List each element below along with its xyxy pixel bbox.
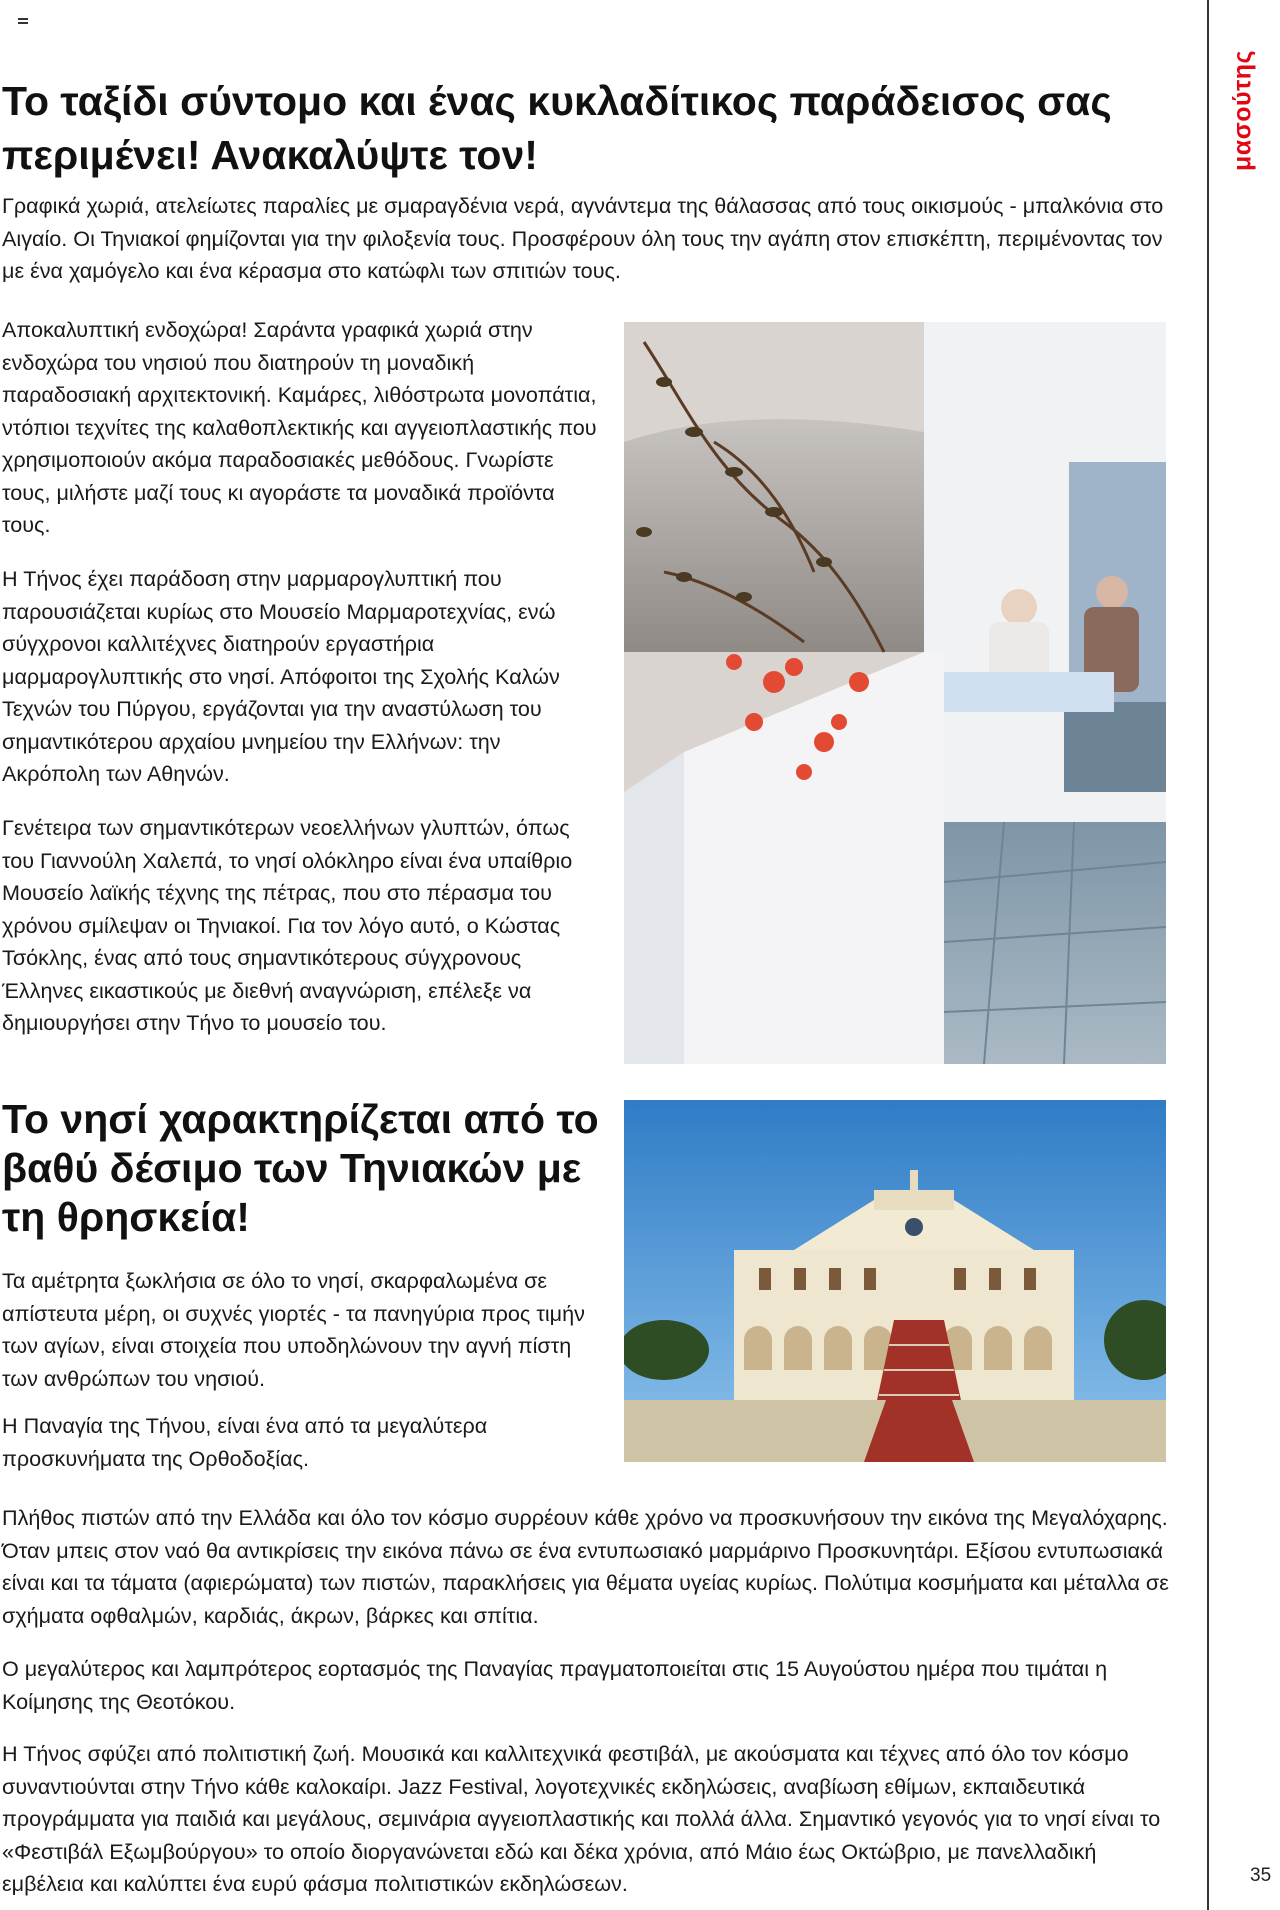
church-photo <box>624 1100 1166 1462</box>
paragraph-chapels: Τα αμέτρητα ξωκλήσια σε όλο το νησί, σκαρφαλωμένα σε απίστευτα μέρη, οι συχνές γιορτές - τα πανηγύρια προς τιμήν των αγίων, είναι στοιχεία που υποδηλώνουν την αγνή πίστη των ανθρώπων του νησιού. <box>2 1268 585 1391</box>
page-divider <box>1207 0 1209 1910</box>
paragraph-marble: Η Τήνος έχει παράδοση στην μαρμαρογλυπτική που παρουσιάζεται κυρίως στο Μουσείο Μαρμαροτεχνίας, ενώ σύγχρονοι καλλιτέχνες διατηρούν εργαστήρια μαρμαρογλυπτικής στο νησί. Απόφοιτοι της Σχολής Καλών Τεχνών του Πύργου, εργάζονται για την αναστύλωση του σημαντικότερου αρχαίου μνημείου την Ελλήνων: την Ακρόπολη των Αθηνών. <box>2 566 560 786</box>
paragraph-sculptors: Γενέτειρα των σημαντικότερων νεοελλήνων γλυπτών, όπως του Γιαννούλη Χαλεπά, το νησί ολόκληρο είναι ένα υπαίθριο Μουσείο λαϊκής τέχνης της πέτρας, που στο πέρασμα του χρόνου σμίλεψαν οι Τηνιακοί. Για τον λόγο αυτό, ο Κώστας Τσόκλης, ένας από τους σημαντικότερους σύγχρονους Έλληνες εικαστικούς με διεθνή αναγνώριση, επέλεξε να δημιουργήσει στην Τήνο το μουσείο του. <box>2 815 573 1035</box>
paragraph-inland: Αποκαλυπτική ενδοχώρα! Σαράντα γραφικά χωριά στην ενδοχώρα του νησιού που διατηρούν τη μοναδική παραδοσιακή αρχιτεκτονική. Καμάρες, λιθόστρωτα μονοπάτια, ντόπιοι τεχνίτες της καλαθοπλεκτικής και αγγειοπλαστικής που χρησιμοποιούν ακόμα παραδοσιακές μεθόδους. Γνωρίστε τους, μιλήστε μαζί τους κι αγοράστε τα μοναδικά προϊόντα τους. <box>2 317 597 537</box>
intro-paragraph: Γραφικά χωριά, ατελείωτες παραλίες με σμαραγδένια νερά, αγνάντεμα της θάλασσας από τους οικισμούς - μπαλκόνια στο Αιγαίο. Οι Τηνιακοί φημίζονται για την φιλοξενία τους. Προσφέρουν όλη τους την αγάπη στον επισκέπτη, περιμένοντας τον με ένα χαμόγελο και ένα κέρασμα στο κατώφλι των σπιτιών τους. <box>2 193 1164 283</box>
paragraph-panagia: Η Παναγία της Τήνου, είναι ένα από τα μεγαλύτερα προσκυνήματα της Ορθοδοξίας. <box>2 1413 488 1471</box>
village-photo <box>624 322 1166 1064</box>
paragraph-culture: Η Τήνος σφύζει από πολιτιστική ζωή. Μουσικά και καλλιτεχνικά φεστιβάλ, με ακούσματα και τέχνες από όλο τον κόσμο συναντιούνται στην Τήνο κάθε καλοκαίρι. Jazz Festival, λογοτεχνικές εκδηλώσεις, αναβίωση εθίμων, εκπαιδευτικά προγράμματα για παιδιά και μεγάλους, σεμινάρια αγγειοπλαστικής και πολλά άλλα. Σημαντικό γεγονός για το νησί είναι το «Φεστιβάλ Εξωμβούργου» το οποίο διοργανώνεται εδώ και δέκα χρόνια, από Μάιο έως Οκτώβριο, με πανελλαδική εμβέλεια και καλύπτει ένα ευρύ φάσμα πολιτιστικών εκδηλώσεων. <box>2 1741 1161 1896</box>
section-title: Το νησί χαρακτηρίζεται από το βαθύ δέσιμο των Τηνιακών με τη θρησκεία! <box>2 1096 599 1240</box>
paragraph-pilgrims: Πλήθος πιστών από την Ελλάδα και όλο τον κόσμο συρρέουν κάθε χρόνο να προσκυνήσουν την εικόνα της Μεγαλόχαρης. Όταν μπεις στον ναό θα αντικρίσεις την εικόνα πάνω σε ένα εντυπωσιακό μαρμάρινο Προσκυνητάρι. Εξίσου εντυπωσιακά είναι και τα τάματα (αφιερώματα) των πιστών, παρακλήσεις για θέματα υγείας κυρίως. Πολύτιμα κοσμήματα και μέταλλα σε σχήματα οφθαλμών, καρδιάς, άκρων, βάρκες και σπίτια. <box>2 1505 1169 1628</box>
menu-icon[interactable] <box>18 18 28 26</box>
page-number: 35 <box>1250 1865 1272 1886</box>
paragraph-celebration: Ο μεγαλύτερος και λαμπρότερος εορτασμός της Παναγίας πραγματοποιείται στις 15 Αυγούστου ημέρα που τιμάται η Κοίμησης της Θεοτόκου. <box>2 1656 1108 1714</box>
brand-logo: μασούτης <box>1228 49 1257 171</box>
article-title: Το ταξίδι σύντομο και ένας κυκλαδίτικος παράδεισος σας περιμένει! Ανακαλύψτε τον! <box>2 78 1112 178</box>
